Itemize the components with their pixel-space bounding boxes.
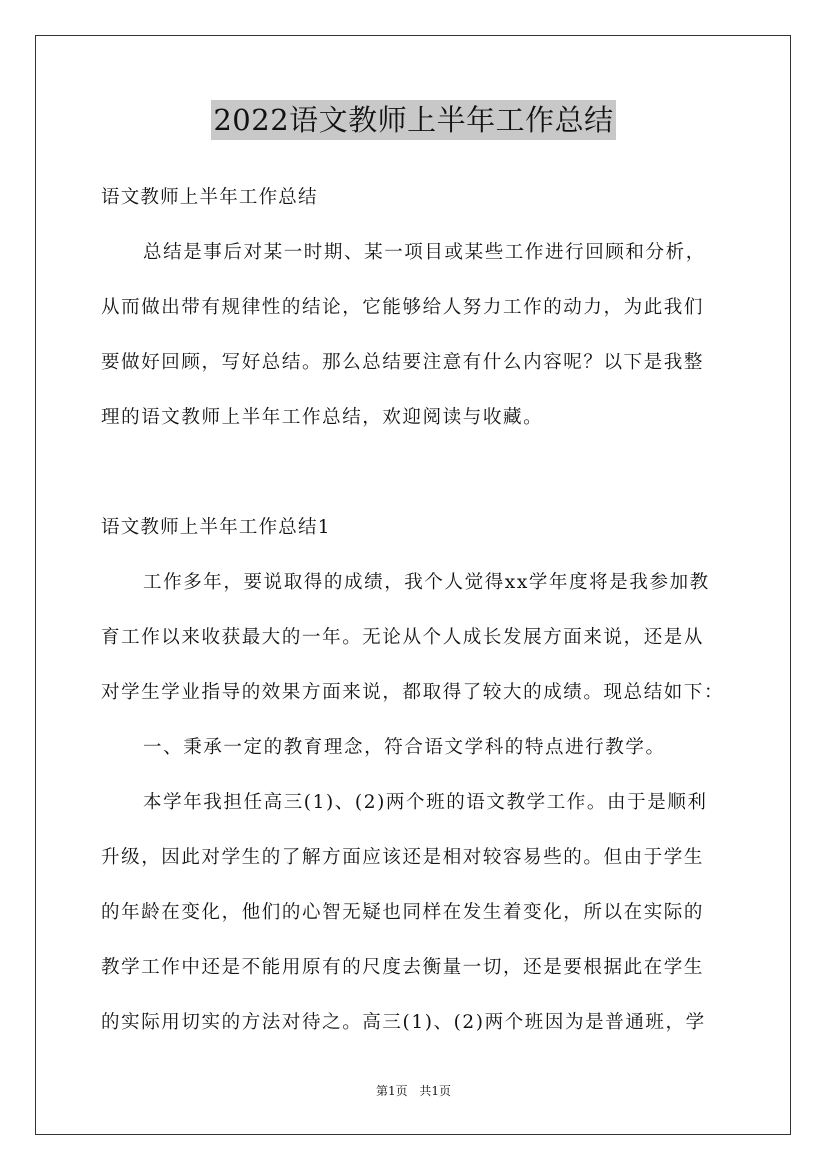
document-title: 2022语文教师上半年工作总结 — [211, 100, 615, 140]
section1-para2-line-1: 本学年我担任高三(1)、(2)两个班的语文教学工作。由于是顺利 — [143, 792, 708, 813]
document-title-container — [0, 100, 827, 140]
section1-para1-line-1: 工作多年，要说取得的成绩，我个人觉得xx学年度将是我参加教 — [143, 572, 710, 593]
section1-para2-line-5: 的实际用切实的方法对待之。高三(1)、(2)两个班因为是普通班，学 — [101, 1012, 706, 1033]
document-body — [101, 170, 741, 1050]
page-number: 第1页 — [375, 1084, 408, 1098]
section1-point1: 一、秉承一定的教育理念，符合语文学科的特点进行教学。 — [143, 737, 666, 758]
intro-heading: 语文教师上半年工作总结 — [101, 187, 318, 208]
intro-line-1: 总结是事后对某一时期、某一项目或某些工作进行回顾和分析， — [143, 242, 706, 263]
section1-para1-line-2: 育工作以来收获最大的一年。无论从个人成长发展方面来说，还是从 — [101, 627, 705, 648]
section1-para2-line-2: 升级，因此对学生的了解方面应该还是相对较容易些的。但由于学生 — [101, 847, 705, 868]
section1-para2-line-3: 的年龄在变化，他们的心智无疑也同样在发生着变化，所以在实际的 — [101, 902, 705, 923]
intro-line-3: 要做好回顾，写好总结。那么总结要注意有什么内容呢？以下是我整 — [101, 352, 705, 373]
page-total: 共1页 — [419, 1084, 452, 1098]
section1-para1-line-3: 对学生学业指导的效果方面来说，都取得了较大的成绩。现总结如下： — [101, 682, 725, 703]
paragraph-gap — [101, 445, 741, 500]
section1-para2-line-4: 教学工作中还是不能用原有的尺度去衡量一切，还是要根据此在学生 — [101, 957, 705, 978]
page-footer — [0, 1082, 827, 1100]
section1-heading: 语文教师上半年工作总结1 — [101, 517, 331, 538]
intro-line-2: 从而做出带有规律性的结论，它能够给人努力工作的动力，为此我们 — [101, 297, 705, 318]
intro-line-4: 理的语文教师上半年工作总结，欢迎阅读与收藏。 — [101, 407, 544, 428]
